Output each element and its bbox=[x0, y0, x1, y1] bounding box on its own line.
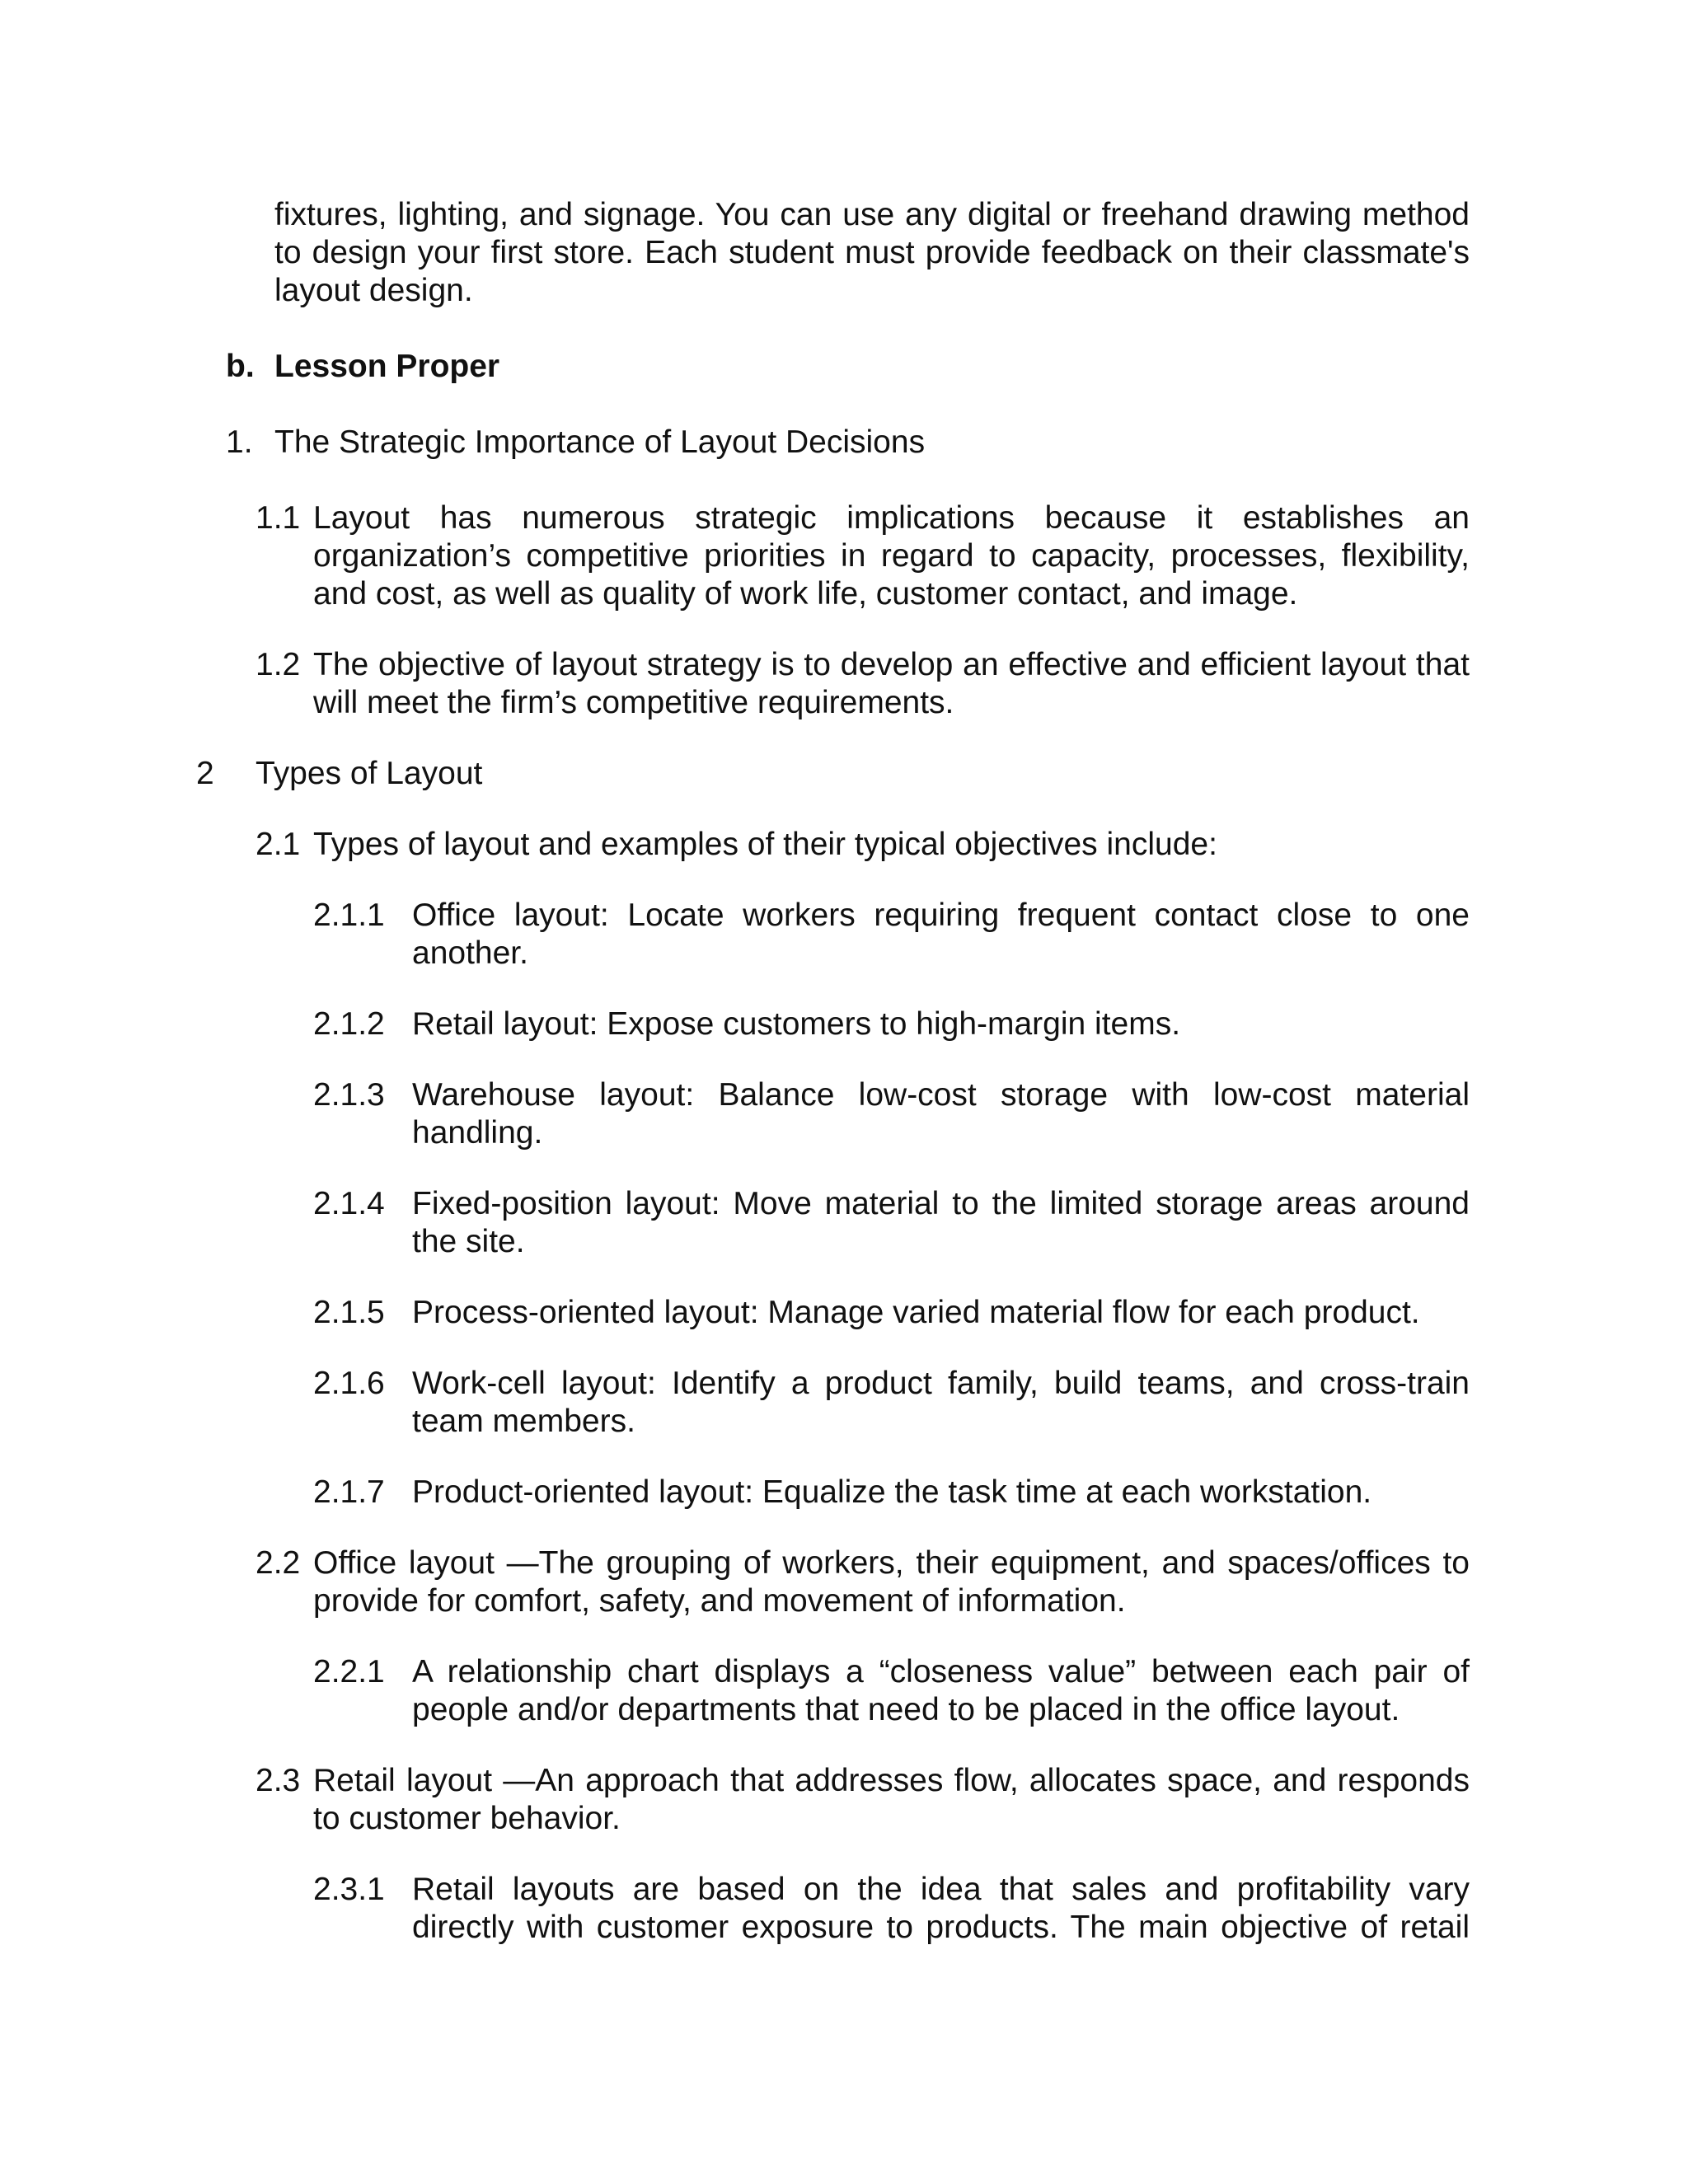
item-2-3-1-text: Retail layouts are based on the idea that sales and profitability vary directly with customer exposure to products. The main objective of retail bbox=[412, 1872, 1470, 1945]
item-2-1-7-number: 2.1.7 bbox=[313, 1474, 385, 1510]
section-2-number: 2 bbox=[196, 756, 214, 791]
item-2-1-6-text: Work-cell layout: Identify a product family, build teams, and cross-train team members. bbox=[412, 1366, 1470, 1439]
item-2-1-1-number: 2.1.1 bbox=[313, 898, 385, 933]
section-2-title: Types of Layout bbox=[256, 756, 483, 791]
item-2-2-number: 2.2 bbox=[256, 1545, 301, 1581]
item-2-1-2-number: 2.1.2 bbox=[313, 1006, 385, 1042]
item-2-2-text: Office layout —The grouping of workers, their equipment, and spaces/offices to provide for comfort, safety, and movement of information. bbox=[313, 1545, 1470, 1619]
item-2-1-number: 2.1 bbox=[256, 827, 301, 862]
intro-paragraph bbox=[274, 196, 1470, 310]
lesson-marker: b. bbox=[226, 349, 255, 384]
item-1-1-number: 1.1 bbox=[256, 500, 301, 536]
item-2-1-4-text: Fixed-position layout: Move material to the limited storage areas around the site. bbox=[412, 1186, 1470, 1259]
item-2-1-2-text: Retail layout: Expose customers to high-margin items. bbox=[412, 1006, 1181, 1042]
item-2-1-1-text: Office layout: Locate workers requiring frequent contact close to one another. bbox=[412, 898, 1470, 971]
lesson-title: Lesson Proper bbox=[274, 349, 500, 384]
section-1-number: 1. bbox=[226, 424, 253, 460]
item-2-1-text: Types of layout and examples of their typical objectives include: bbox=[313, 827, 1217, 862]
item-2-2-1-text: A relationship chart displays a “closeness value” between each pair of people and/or departments that need to be placed in the office layout. bbox=[412, 1654, 1470, 1727]
section-1-title: The Strategic Importance of Layout Decisions bbox=[274, 424, 926, 460]
item-2-3-1-number: 2.3.1 bbox=[313, 1872, 385, 1907]
item-2-1-5-number: 2.1.5 bbox=[313, 1295, 385, 1330]
item-2-1-7-text: Product-oriented layout: Equalize the task time at each workstation. bbox=[412, 1474, 1372, 1510]
item-2-3-text: Retail layout —An approach that addresses flow, allocates space, and responds to customer behavior. bbox=[313, 1763, 1470, 1836]
item-2-1-6-number: 2.1.6 bbox=[313, 1366, 385, 1401]
item-2-1-3-text: Warehouse layout: Balance low-cost storage with low-cost material handling. bbox=[412, 1077, 1470, 1151]
item-1-2-text: The objective of layout strategy is to develop an effective and efficient layout that will meet the firm’s competitive requirements. bbox=[313, 647, 1470, 720]
item-2-3-number: 2.3 bbox=[256, 1763, 301, 1798]
item-2-2-1-number: 2.2.1 bbox=[313, 1654, 385, 1690]
item-1-1-text: Layout has numerous strategic implications because it establishes an organization’s competitive priorities in regard to capacity, processes, flexibility, and cost, as well as quality of work life, customer contact, and image. bbox=[313, 500, 1470, 612]
intro-text: fixtures, lighting, and signage. You can use any digital or freehand drawing method to design your first store. Each student must provide feedback on their classmate's layout design. bbox=[274, 197, 1470, 308]
item-2-1-4-number: 2.1.4 bbox=[313, 1186, 385, 1221]
item-2-1-3-number: 2.1.3 bbox=[313, 1077, 385, 1113]
item-1-2-number: 1.2 bbox=[256, 647, 301, 682]
item-2-1-5-text: Process-oriented layout: Manage varied material flow for each product. bbox=[412, 1295, 1420, 1330]
